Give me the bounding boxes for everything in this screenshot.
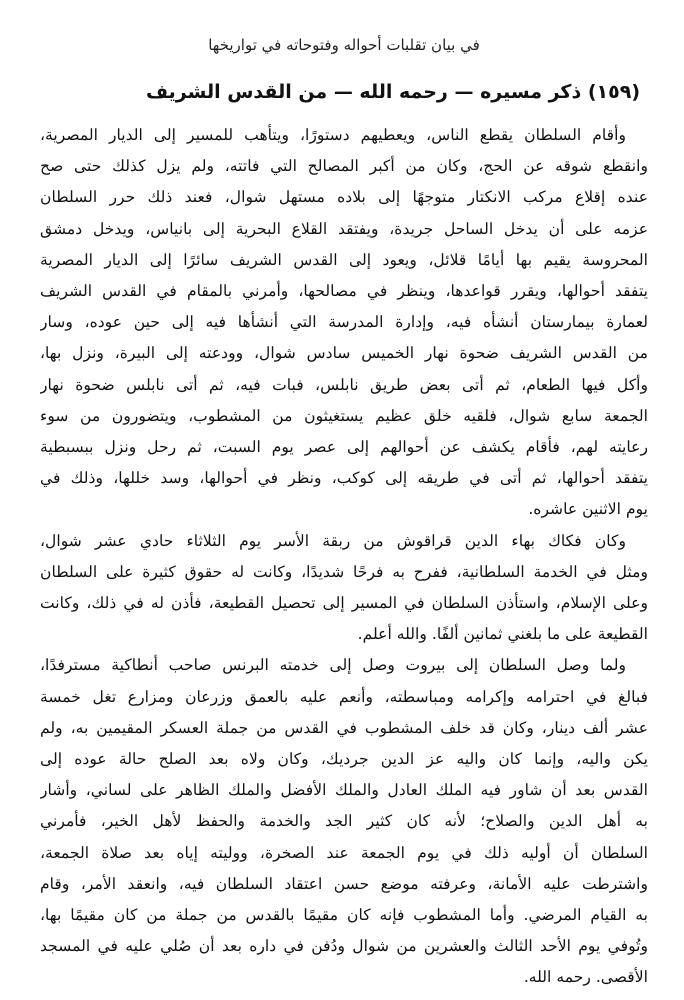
text-line: عنده إقلاع مركب الانكتار متوجهًا إلى بلاده مستهل شوال، فعند ذلك حرر السلطان [40,188,648,207]
text-line: وانقطع شوقه عن الحج، وكان من أكبر المصالح التي فاتته، ولم يزل كذلك حتى صح [40,157,648,176]
text-line: ومثل في الخدمة السلطانية، ففرح به فرحًا شديدًا، وكانت له حقوق كثيرة على السلطان [40,562,648,581]
paragraph [40,526,648,651]
text-line: فبالغ في احترامه وإكرامه ومباسطته، وأنعم عليه بالعمق وزرعان ومزارع تغل خمسة [40,687,648,706]
text-line: يوم الاثنين عاشره. [528,500,648,519]
text-line: به القيام المرضي. وأما المشطوب فإنه كان مقيمًا بالقدس من جملة من كان مقيمًا بها، [40,906,648,925]
text-line: القطيعة على ما بلغني ثمانين ألفًا. والله أعلم. [357,625,648,644]
text-line: به أهل الدين والصلاح؛ لأنه كان كثير الجد والخدمة والحفظ لأهل الخير، فأمرني [40,812,648,831]
paragraph [40,650,648,993]
text-line: من القدس الشريف ضحوة نهار الخميس سادس شوال، وودعته إلى البيرة، ونزل بها، [40,344,648,363]
text-line: الأقصى. رحمه الله. [523,968,648,987]
text-line: لعمارة بيمارستان أنشأه فيه، وإدارة المدرسة التي أنشأها فيه إلى حين عوده، وسار [40,313,648,332]
text-line: القدس بعد أن شاور فيه الملك العادل والملك الأفضل والملك الظاهر على لساني، وأشار [40,781,648,800]
text-line: عزمه على أن يدخل الساحل جريدة، ويفتقد القلاع البحرية إلى بانياس، ويدخل دمشق [40,219,648,238]
text-line: ولما وصل السلطان إلى بيروت وصل إلى خدمته البرنس صاحب أنطاكية مسترفدًا، [40,656,626,675]
text-line: يتفقد أحوالها، ويقرر قواعدها، وينظر في مصالحها، وأمرني بالمقام في القدس الشريف [40,282,648,301]
text-line: رعايته لهم، فأقام يكشف عن أحوالهم إلى عصر يوم السبت، ثم رحل ونزل ببسبطية [40,438,648,457]
running-header: في بيان تقلبات أحواله وفتوحاته في تواريخها [208,36,480,54]
text-line: السلطان أن أوليه ذلك في يوم الجمعة عند الصخرة، ووليته إياه بعد صلاة الجمعة، [40,843,648,862]
text-line: وكان فكاك بهاء الدين قراقوش من ربقة الأسر يوم الثلاثاء حادي عشر شوال، [40,531,626,550]
text-line: يكن واليه، وإنما كان واليه عز الدين جرديك، وكان ولاه بعد الصلح حالة عوده إلى [40,750,648,769]
text-line: وأكل فيها الطعام، ثم أتى بعض طريق نابلس، فبات فيه، ثم أتى نابلس ضحوة نهار [40,375,648,394]
text-line: وأقام السلطان يقطع الناس، ويعطيهم دستورًا، ويتأهب للمسير إلى الديار المصرية، [40,126,626,144]
body-text [40,120,648,994]
text-line: عشر ألف دينار، وكان قد خلف المشطوب في القدس من جملة العسكر المقيمين به، ولم [40,718,648,737]
text-line: وتُوفي يوم الأحد الثالث والعشرين من شوال ودُفن في داره بعد أن صُلي عليه في المسجد [40,937,648,956]
text-line: المحروسة يقيم بها أيامًا قلائل، ويعود إلى القدس الشريف سائرًا إلى الديار المصرية [40,250,648,269]
section-title: (١٥٩) ذكر مسيره — رحمه الله — من القدس الشريف [146,81,640,103]
text-line: واشترطت عليه الأمانة، وعرفته موضع حسن اعتقاد السلطان فيه، وانعقد الأمر، وقام [40,874,648,893]
paragraph [40,120,648,526]
text-line: يتفقد أحوالها، ثم أتى في طريقه إلى كوكب، ونظر في أحوالها، وسد خللها، وذلك في [40,469,648,488]
text-line: وعلى الإسلام، واستأذن السلطان في المسير إلى تحصيل القطيعة، فأذن له في ذلك، وكانت [40,594,648,613]
text-line: الجمعة سابع شوال، فلقيه خلق عظيم يستغيثون من المشطوب، ويتضورون من سوء [40,406,648,425]
